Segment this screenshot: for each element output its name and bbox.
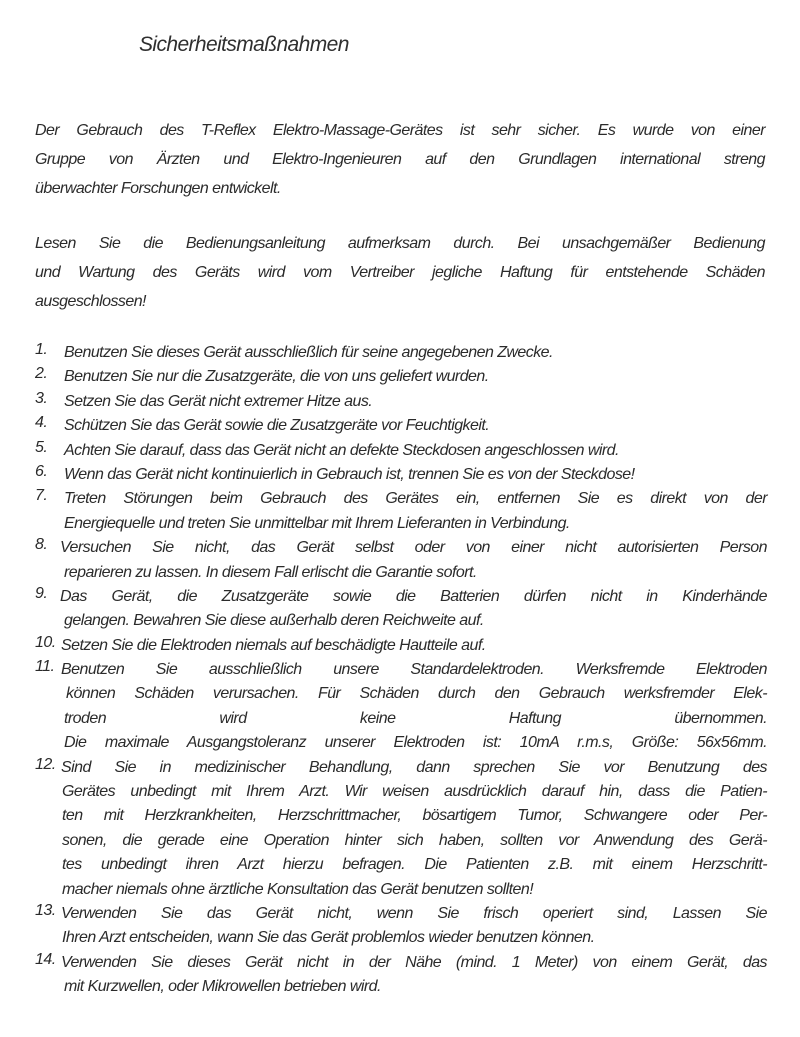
- list-item-number: 6.: [35, 462, 48, 480]
- safety-list-item: [35, 414, 767, 438]
- paragraph-line: Lesen Sie die Bedienungsanleitung aufmerksam durch. Bei unsachgemäßer Bedienung: [35, 235, 765, 252]
- list-item-line: Versuchen Sie nicht, das Gerät selbst oder von einer nicht autorisierten Person: [60, 539, 767, 557]
- list-item-line: Benutzen Sie dieses Gerät ausschließlich für seine angegebenen Zwecke.: [64, 344, 553, 361]
- safety-list-item: [35, 634, 767, 658]
- paragraph-line: ausgeschlossen!: [35, 293, 146, 310]
- safety-list-item: [35, 463, 767, 487]
- list-item-line: mit Kurzwellen, oder Mikrowellen betrieben wird.: [64, 978, 381, 996]
- list-item-number: 5.: [35, 438, 48, 456]
- safety-list-item: [35, 341, 767, 365]
- list-item-line: Ihren Arzt entscheiden, wann Sie das Gerät problemlos wieder benutzen können.: [62, 929, 595, 947]
- list-item-number: 1.: [35, 341, 48, 358]
- list-item-number: 3.: [35, 389, 48, 407]
- safety-list-item: [35, 536, 767, 585]
- list-item-number: 7.: [35, 487, 48, 505]
- list-item-number: 10.: [35, 633, 56, 651]
- list-item-line: sonen, die gerade eine Operation hinter sich haben, sollten vor Anwendung des Gerä-: [62, 831, 767, 849]
- list-item-line: Gerätes unbedingt mit Ihrem Arzt. Wir weisen ausdrücklich darauf hin, dass die Patien-: [62, 783, 767, 801]
- list-item-line: Treten Störungen beim Gebrauch des Gerätes ein, entfernen Sie es direkt von der: [64, 490, 767, 508]
- list-item-number: 14.: [35, 950, 56, 968]
- paragraph-line: überwachter Forschungen entwickelt.: [35, 180, 281, 197]
- safety-list-item: [35, 487, 767, 536]
- safety-list-item: [35, 585, 767, 634]
- list-item-line: Energiequelle und treten Sie unmittelbar mit Ihrem Lieferanten in Verbindung.: [64, 514, 570, 532]
- list-item-line: ten mit Herzkrankheiten, Herzschrittmacher, bösartigem Tumor, Schwangere oder Per-: [62, 807, 767, 825]
- list-item-number: 11.: [35, 658, 55, 676]
- list-item-line: Setzen Sie die Elektroden niemals auf beschädigte Hautteile auf.: [61, 636, 486, 654]
- list-item-line: gelangen. Bewahren Sie diese außerhalb deren Reichweite auf.: [64, 612, 484, 630]
- intro-paragraph-2: [35, 229, 765, 316]
- list-item-number: 13.: [35, 901, 56, 919]
- safety-list-item: [35, 756, 767, 902]
- list-item-number: 9.: [35, 584, 48, 602]
- list-item-line: können Schäden verursachen. Für Schäden durch den Gebrauch werksfremder Elek-: [66, 685, 767, 703]
- safety-list-item: [35, 439, 767, 463]
- safety-list-item: [35, 390, 767, 414]
- page-title: Sicherheitsmaßnahmen: [139, 33, 349, 56]
- paragraph-line: Der Gebrauch des T-Reflex Elektro-Massage-Gerätes ist sehr sicher. Es wurde von einer: [35, 122, 765, 139]
- list-item-number: 2.: [35, 365, 48, 383]
- list-item-line: troden wird keine Haftung übernommen.: [64, 709, 767, 727]
- intro-paragraph-1: [35, 116, 765, 203]
- list-item-line: Verwenden Sie das Gerät nicht, wenn Sie frisch operiert sind, Lassen Sie: [61, 904, 767, 922]
- list-item-number: 12.: [35, 755, 56, 773]
- list-item-line: Benutzen Sie nur die Zusatzgeräte, die von uns geliefert wurden.: [64, 368, 489, 386]
- safety-list: [35, 341, 767, 1000]
- list-item-number: 8.: [35, 536, 48, 554]
- list-item-line: Die maximale Ausgangstoleranz unserer Elektroden ist: 10mA r.m.s, Größe: 56x56mm.: [64, 734, 767, 752]
- list-item-number: 4.: [35, 414, 48, 432]
- list-item-line: macher niemals ohne ärztliche Konsultation das Gerät benutzen sollten!: [62, 880, 534, 898]
- list-item-line: Wenn das Gerät nicht kontinuierlich in Gebrauch ist, trennen Sie es von der Steckdose!: [64, 465, 635, 483]
- paragraph-line: und Wartung des Geräts wird vom Vertreiber jegliche Haftung für entstehende Schäden: [35, 264, 765, 281]
- safety-list-item: [35, 365, 767, 389]
- safety-list-item: [35, 658, 767, 756]
- list-item-line: Sind Sie in medizinischer Behandlung, dann sprechen Sie vor Benutzung des: [61, 758, 767, 776]
- list-item-line: reparieren zu lassen. In diesem Fall erlischt die Garantie sofort.: [64, 563, 477, 581]
- list-item-line: Verwenden Sie dieses Gerät nicht in der Nähe (mind. 1 Meter) von einem Gerät, das: [61, 953, 767, 971]
- list-item-line: Setzen Sie das Gerät nicht extremer Hitze aus.: [64, 392, 373, 410]
- list-item-line: tes unbedingt ihren Arzt hierzu befragen. Die Patienten z.B. mit einem Herzschritt-: [62, 856, 767, 874]
- safety-list-item: [35, 951, 767, 1000]
- safety-list-item: [35, 902, 767, 951]
- list-item-line: Benutzen Sie ausschließlich unsere Standardelektroden. Werksfremde Elektroden: [61, 661, 767, 679]
- paragraph-line: Gruppe von Ärzten und Elektro-Ingenieuren auf den Grundlagen international streng: [35, 151, 765, 168]
- list-item-line: Achten Sie darauf, dass das Gerät nicht an defekte Steckdosen angeschlossen wird.: [64, 441, 619, 459]
- list-item-line: Schützen Sie das Gerät sowie die Zusatzgeräte vor Feuchtigkeit.: [64, 417, 490, 435]
- list-item-line: Das Gerät, die Zusatzgeräte sowie die Batterien dürfen nicht in Kinderhände: [60, 587, 767, 605]
